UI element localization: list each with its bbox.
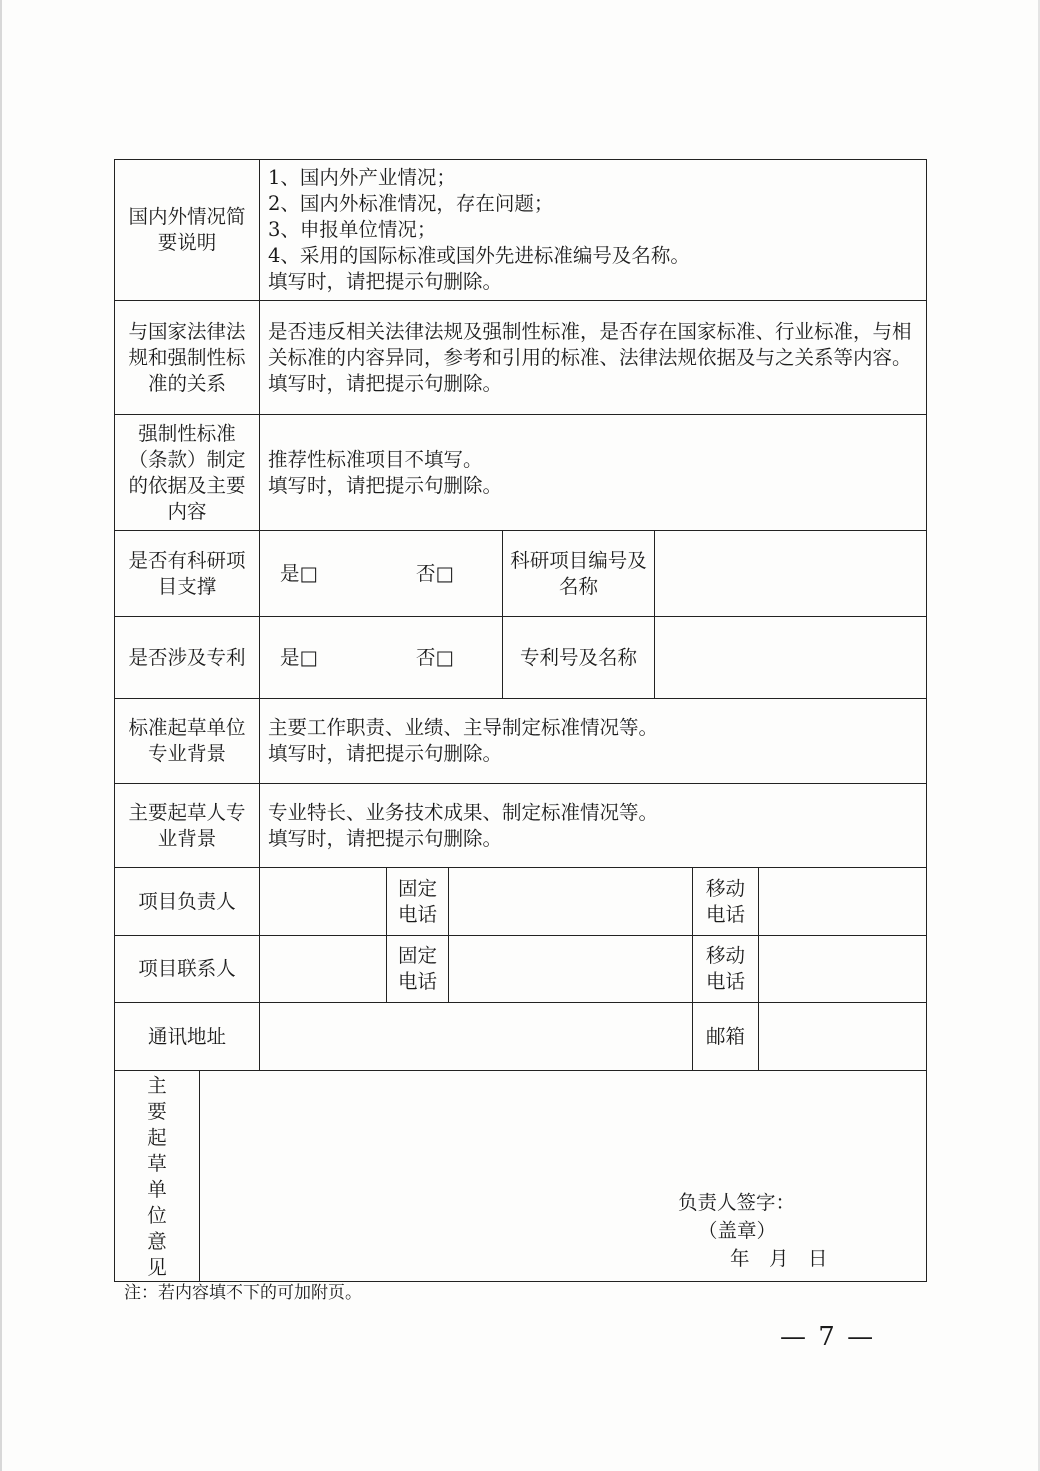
row-drafting-unit-background [115,699,927,784]
research-support-label: 是否有科研项目支撑 [115,531,260,617]
opinion-label-char: 意 [147,1230,167,1253]
email-field[interactable] [759,1003,927,1071]
opinion-label-char: 单 [147,1178,167,1201]
mandatory-basis-field[interactable] [260,415,927,531]
main-drafter-background-hint: 填写时，请把提示句删除。 [268,826,503,850]
patent-number-label: 专利号及名称 [503,617,655,699]
opinion-label-char: 主 [147,1074,167,1097]
research-project-number-field[interactable] [655,531,927,617]
opinion-label-char: 位 [147,1204,167,1227]
mailing-address-field[interactable] [260,1003,693,1071]
drafting-unit-background-label: 标准起草单位专业背景 [115,699,260,784]
project-leader-name-field[interactable] [260,868,387,936]
research-support-yes-checkbox[interactable]: 是□ [280,561,318,585]
mailing-address-label: 通讯地址 [115,1003,260,1071]
patent-number-field[interactable] [655,617,927,699]
row-research-support [115,531,927,617]
project-contact-mobile-field[interactable] [759,936,927,1003]
situation-line-2: 2、国内外标准情况，存在问题； [268,192,554,215]
main-drafter-background-text: 专业特长、业务技术成果、制定标准情况等。 [268,800,659,824]
law-relationship-hint: 填写时，请把提示句删除。 [268,371,503,395]
signature-block [678,1189,828,1273]
project-contact-fixed-phone-field[interactable] [449,936,693,1003]
situation-line-4: 4、采用的国际标准或国外先进标准编号及名称。 [268,244,690,267]
opinion-label-char: 起 [147,1126,167,1149]
project-contact-mobile-label: 移动电话 [693,936,759,1003]
situation-hint: 填写时，请把提示句删除。 [268,270,503,293]
research-project-number-label: 科研项目编号及名称 [503,531,655,617]
project-leader-fixed-phone-label: 固定电话 [387,868,449,936]
domestic-international-situation-field[interactable] [260,160,927,301]
situation-line-1: 1、国内外产业情况； [268,166,456,189]
project-contact-name-field[interactable] [260,936,387,1003]
row-patent [115,617,927,699]
project-application-form [114,159,927,1282]
project-leader-fixed-phone-field[interactable] [449,868,693,936]
main-drafter-background-field[interactable] [260,784,927,868]
project-leader-label: 项目负责人 [115,868,260,936]
opinion-label-char: 要 [147,1100,167,1123]
mandatory-basis-label: 强制性标准（条款）制定的依据及主要内容 [115,415,260,531]
research-support-choice [260,531,503,617]
drafting-unit-background-field[interactable] [260,699,927,784]
project-leader-mobile-label: 移动电话 [693,868,759,936]
row-law-relationship [115,301,927,415]
project-contact-fixed-phone-label: 固定电话 [387,936,449,1003]
patent-yes-checkbox[interactable]: 是□ [280,645,318,669]
law-relationship-label: 与国家法律法规和强制性标准的关系 [115,301,260,415]
mandatory-basis-text: 推荐性标准项目不填写。 [268,447,483,471]
row-main-drafter-background [115,784,927,868]
row-drafting-unit-opinion [115,1071,927,1282]
patent-no-checkbox[interactable]: 否□ [416,645,454,669]
row-mailing-address [115,1003,927,1071]
law-relationship-field[interactable] [260,301,927,415]
drafting-unit-opinion-field[interactable] [200,1071,927,1282]
domestic-international-situation-label: 国内外情况简要说明 [115,160,260,301]
footnote: 注：若内容填不下的可加附页。 [124,1283,362,1303]
patent-label: 是否涉及专利 [115,617,260,699]
row-mandatory-basis [115,415,927,531]
research-support-no-checkbox[interactable]: 否□ [416,561,454,585]
date-label: 年 月 日 [730,1247,828,1270]
law-relationship-text: 是否违反相关法律法规及强制性标准，是否存在国家标准、行业标准，与相关标准的内容异同，参考和引用的标准、法律法规依据及与之关系等内容。 [268,319,912,369]
situation-line-3: 3、申报单位情况； [268,218,437,241]
signature-label: 负责人签字： [678,1191,796,1214]
opinion-label-char: 草 [147,1152,167,1175]
mandatory-basis-hint: 填写时，请把提示句删除。 [268,473,503,497]
patent-choice [260,617,503,699]
row-project-contact [115,936,927,1003]
drafting-unit-background-text: 主要工作职责、业绩、主导制定标准情况等。 [268,716,659,739]
email-label: 邮箱 [693,1003,759,1071]
row-project-leader [115,868,927,936]
drafting-unit-background-hint: 填写时，请把提示句删除。 [268,742,503,765]
project-contact-label: 项目联系人 [115,936,260,1003]
seal-label: （盖章） [698,1219,777,1242]
project-leader-mobile-field[interactable] [759,868,927,936]
drafting-unit-opinion-label [115,1071,200,1282]
row-domestic-international-situation [115,160,927,301]
opinion-label-char: 见 [147,1256,167,1279]
main-drafter-background-label: 主要起草人专业背景 [115,784,260,868]
page-number: — 7 — [780,1322,876,1352]
